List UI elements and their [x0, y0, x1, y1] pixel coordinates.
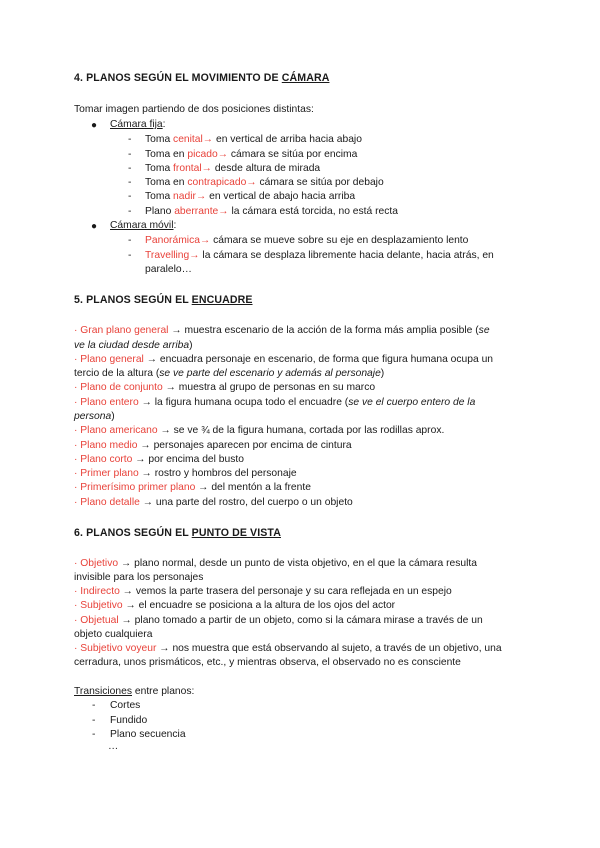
dash-marker: - — [128, 235, 132, 246]
item-primerisimo-primer-plano: · Primerísimo primer plano → del mentón a la frente — [74, 482, 311, 493]
list-ellipsis: … — [108, 741, 119, 752]
list-item: Toma frontal→ desde altura de mirada — [145, 163, 321, 174]
section-4-heading: 4. PLANOS SEGÚN EL MOVIMIENTO DE CÁMARA — [74, 72, 330, 84]
list-item: Travelling→ la cámara se desplaza libremente hacia delante, hacia atrás, en — [145, 250, 494, 261]
item-plano-medio: · Plano medio → personajes aparecen por encima de cintura — [74, 440, 352, 451]
bullet-icon: ● — [91, 120, 98, 131]
camara-movil-label: Cámara móvil: — [110, 220, 177, 231]
list-item: Toma en contrapicado→ cámara se sitúa por debajo — [145, 177, 384, 188]
item-objetivo: · Objetivo → plano normal, desde un punto de vista objetivo, en el que la cámara resulta — [74, 558, 477, 569]
item-plano-corto: · Plano corto → por encima del busto — [74, 454, 244, 465]
section-5-heading: 5. PLANOS SEGÚN EL ENCUADRE — [74, 294, 253, 306]
item-plano-general: · Plano general → encuadra personaje en escenario, de forma que figura humana ocupa un — [74, 354, 494, 365]
list-item-continuation: paralelo… — [145, 264, 192, 275]
bullet-icon: ● — [91, 221, 98, 232]
transiciones-label: Transiciones entre planos: — [74, 686, 195, 697]
dash-marker: - — [128, 177, 132, 188]
item-continuation: ve la ciudad desde arriba) — [74, 340, 193, 351]
list-item: Toma nadir→ en vertical de abajo hacia arriba — [145, 191, 356, 202]
dash-marker: - — [128, 250, 132, 261]
section-6-heading: 6. PLANOS SEGÚN EL PUNTO DE VISTA — [74, 527, 281, 539]
item-plano-conjunto: · Plano de conjunto → muestra al grupo de personas en su marco — [74, 382, 376, 393]
item-primer-plano: · Primer plano → rostro y hombros del personaje — [74, 468, 297, 479]
item-continuation: tercio de la altura (se ve parte del escenario y además al personaje) — [74, 368, 385, 379]
dash-marker: - — [128, 191, 132, 202]
dash-marker: - — [92, 729, 96, 740]
item-continuation: invisible para los personajes — [74, 572, 204, 583]
camara-fija-label: Cámara fija: — [110, 119, 166, 130]
dash-marker: - — [92, 700, 96, 711]
item-subjetivo-voyeur: · Subjetivo voyeur → nos muestra que está observando al sujeto, a través de un objetivo, una — [74, 643, 502, 654]
list-item: Plano secuencia — [110, 729, 186, 740]
dash-marker: - — [128, 149, 132, 160]
list-item: Plano aberrante→ la cámara está torcida, no está recta — [145, 206, 399, 217]
list-item: Cortes — [110, 700, 141, 711]
item-plano-americano: · Plano americano → se ve ¾ de la figura humana, cortada por las rodillas aprox. — [74, 425, 445, 436]
dash-marker: - — [128, 163, 132, 174]
item-plano-entero: · Plano entero → la figura humana ocupa todo el encuadre (se ve el cuerpo entero de la — [74, 397, 476, 408]
dash-marker: - — [92, 715, 96, 726]
item-objetual: · Objetual → plano tomado a partir de un objeto, como si la cámara mirase a través de un — [74, 615, 483, 626]
item-continuation: objeto cualquiera — [74, 629, 153, 640]
item-indirecto: · Indirecto → vemos la parte trasera del personaje y su cara reflejada en un espejo — [74, 586, 452, 597]
list-item: Toma en picado→ cámara se sitúa por encima — [145, 149, 358, 160]
dash-marker: - — [128, 206, 132, 217]
list-item: Fundido — [110, 715, 148, 726]
list-item: Toma cenital→ en vertical de arriba hacia abajo — [145, 134, 362, 145]
item-continuation: persona) — [74, 411, 115, 422]
section-4-intro: Tomar imagen partiendo de dos posiciones distintas: — [74, 104, 314, 115]
item-continuation: cerradura, unos prismáticos, etc., y mientras observa, el observado no es consciente — [74, 657, 461, 668]
item-subjetivo: · Subjetivo → el encuadre se posiciona a la altura de los ojos del actor — [74, 600, 396, 611]
item-gran-plano-general: · Gran plano general → muestra escenario de la acción de la forma más amplia posible (se — [74, 325, 490, 336]
list-item: Panorámica→ cámara se mueve sobre su eje en desplazamiento lento — [145, 235, 469, 246]
dash-marker: - — [128, 134, 132, 145]
item-plano-detalle: · Plano detalle → una parte del rostro, del cuerpo o un objeto — [74, 497, 353, 508]
